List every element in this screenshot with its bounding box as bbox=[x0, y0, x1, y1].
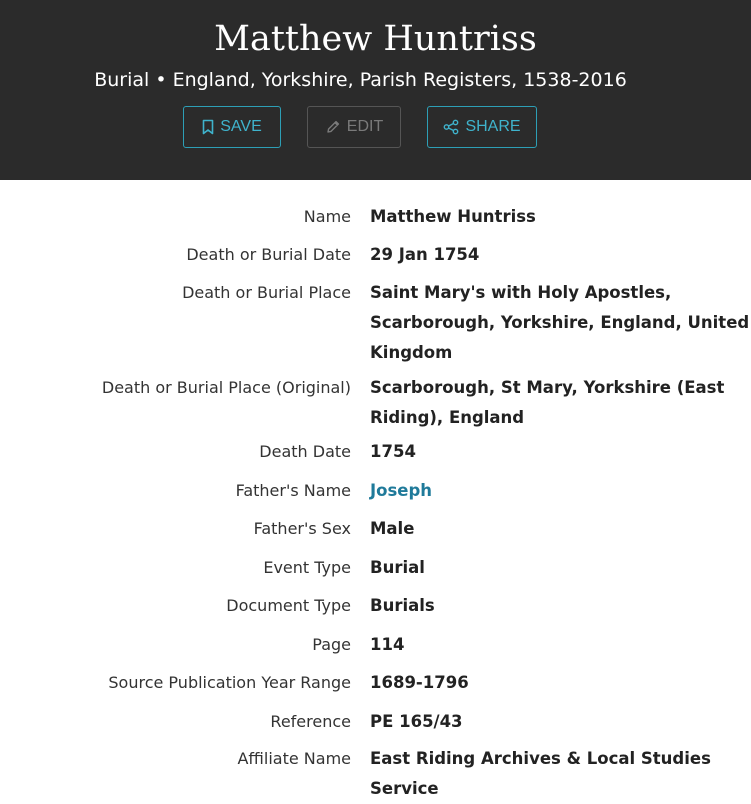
field-label: Name bbox=[303, 207, 351, 226]
save-button-label: SAVE bbox=[220, 118, 262, 135]
field-label: Death or Burial Place bbox=[182, 283, 351, 302]
edit-button-label: EDIT bbox=[346, 118, 384, 135]
bookmark-icon bbox=[202, 119, 214, 135]
field-label: Death or Burial Place (Original) bbox=[101, 378, 351, 397]
field-value: 114 bbox=[370, 635, 405, 654]
field-value: Burials bbox=[370, 596, 435, 615]
field-label: Father's Sex bbox=[253, 519, 351, 538]
field-value: Scarborough, St Mary, Yorkshire (East Riding), England bbox=[370, 378, 725, 427]
field-value: 1689-1796 bbox=[370, 673, 469, 692]
field-label: Death or Burial Date bbox=[186, 245, 351, 264]
record-collection-subtitle: Burial • England, Yorkshire, Parish Registers, 1538-2016 bbox=[94, 69, 627, 91]
field-label: Document Type bbox=[226, 596, 351, 615]
pencil-icon bbox=[325, 119, 341, 135]
record-header bbox=[0, 0, 751, 180]
field-label: Event Type bbox=[263, 558, 351, 577]
field-value: 1754 bbox=[370, 442, 416, 461]
field-value: Saint Mary's with Holy Apostles, Scarborough, Yorkshire, England, United Kingdom bbox=[370, 283, 750, 362]
share-icon bbox=[443, 119, 459, 135]
field-value: PE 165/43 bbox=[370, 712, 463, 731]
field-label: Source Publication Year Range bbox=[108, 673, 351, 692]
edit-button[interactable] bbox=[307, 106, 401, 148]
page-title: Matthew Huntriss bbox=[214, 19, 537, 59]
field-value: Male bbox=[370, 519, 415, 538]
field-value: East Riding Archives & Local Studies Service bbox=[370, 749, 711, 798]
field-value: 29 Jan 1754 bbox=[370, 245, 480, 264]
field-label: Reference bbox=[270, 712, 351, 731]
field-value: Matthew Huntriss bbox=[370, 207, 536, 226]
share-button[interactable] bbox=[427, 106, 537, 148]
field-value: Burial bbox=[370, 558, 425, 577]
save-button[interactable] bbox=[183, 106, 281, 148]
field-label: Page bbox=[312, 635, 351, 654]
field-label: Affiliate Name bbox=[237, 749, 351, 768]
field-label: Father's Name bbox=[235, 481, 351, 500]
share-button-label: SHARE bbox=[465, 118, 521, 135]
fathers-name-link[interactable]: Joseph bbox=[370, 481, 433, 500]
field-label: Death Date bbox=[259, 442, 351, 461]
